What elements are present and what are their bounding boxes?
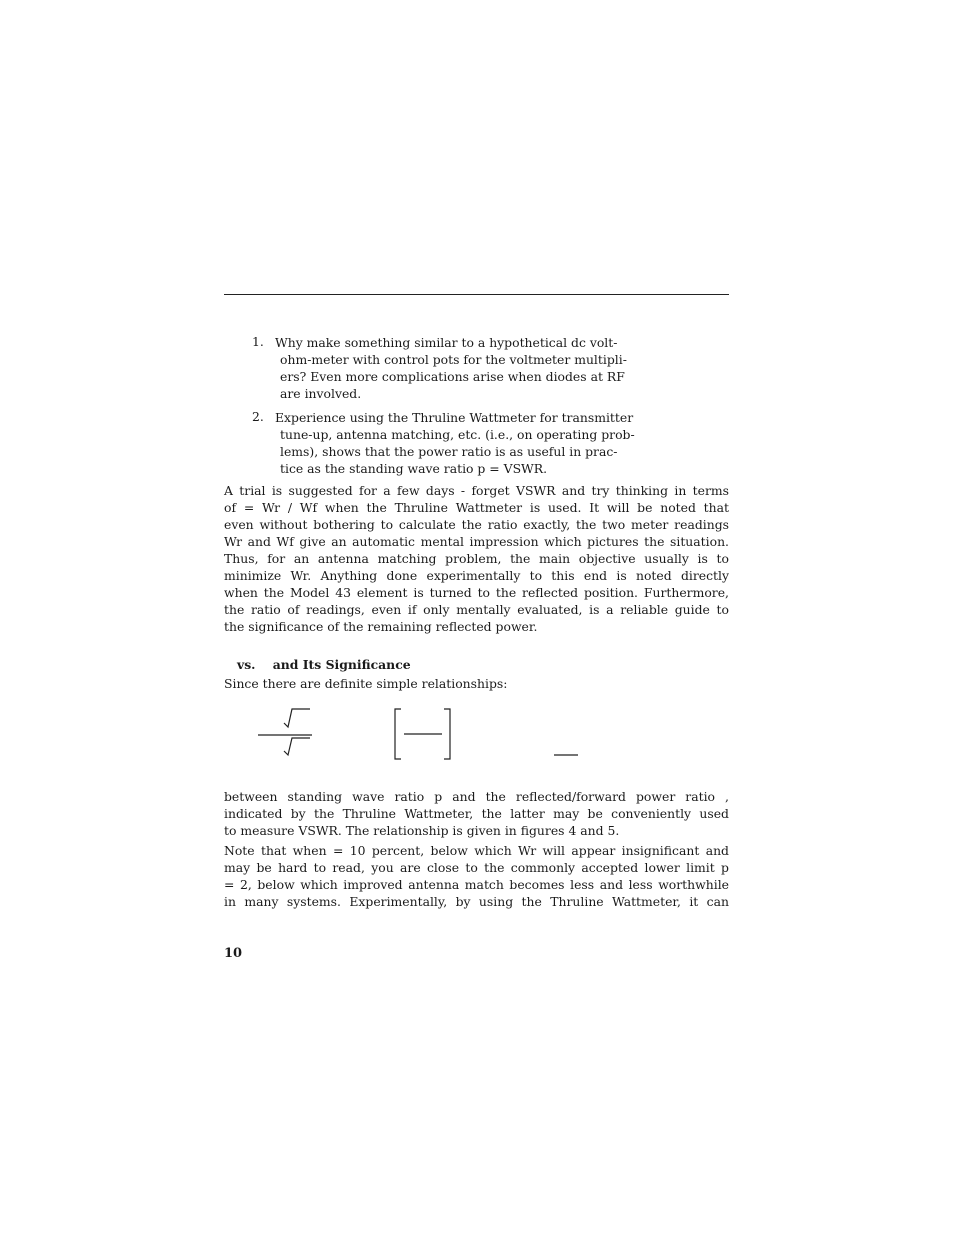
list-line: Why make something similar to a hypothetical dc volt- [275, 335, 618, 350]
left-bracket [395, 709, 401, 759]
radical-top [284, 709, 310, 727]
paragraph-note [224, 842, 729, 910]
list-item [252, 409, 662, 477]
text-line: A trial is suggested for a few days - forget VSWR and try thinking in terms [224, 483, 729, 498]
text-line: between standing wave ratio p and the reflected/forward power ratio , [224, 789, 729, 804]
text-line: the ratio of readings, even if only mentally evaluated, is a reliable guide to [224, 602, 729, 617]
intro-line: Since there are definite simple relationships: [224, 676, 508, 691]
text-line: Thus, for an antenna matching problem, the main objective usually is to [224, 551, 729, 566]
list-line: lems), shows that the power ratio is as useful in prac- [280, 444, 618, 459]
text-line: = 2, below which improved antenna match becomes less and less worthwhile [224, 877, 729, 892]
list-line: tune-up, antenna matching, etc. (i.e., on operating prob- [280, 427, 635, 442]
list-line: tice as the standing wave ratio p = VSWR. [280, 461, 548, 476]
list-text [275, 409, 662, 477]
list-line: ohm-meter with control pots for the voltmeter multipli- [280, 352, 627, 367]
paragraph-between [224, 788, 729, 839]
text-line: indicated by the Thruline Wattmeter, the latter may be conveniently used [224, 806, 729, 821]
list-number: 1. [252, 334, 264, 349]
text-line: the significance of the remaining reflected power. [224, 619, 538, 634]
list-line: Experience using the Thruline Wattmeter for transmitter [275, 410, 634, 425]
page-number: 10 [224, 946, 243, 961]
section-heading: vs. and Its Significance [237, 657, 411, 672]
right-bracket [444, 709, 450, 759]
text-line: of = Wr / Wf when the Thruline Wattmeter is used. It will be noted that [224, 500, 729, 515]
text-line: minimize Wr. Anything done experimentally to this end is noted directly [224, 568, 729, 583]
text-line: when the Model 43 element is turned to the reflected position. Furthermore, [224, 585, 729, 600]
formula-graphic [250, 703, 590, 769]
text-line: to measure VSWR. The relationship is given in figures 4 and 5. [224, 823, 620, 838]
list-number: 2. [252, 409, 264, 424]
radical-bottom [284, 738, 310, 755]
list-text [275, 334, 662, 402]
header-rule [224, 294, 729, 295]
numbered-list [252, 334, 662, 484]
list-line: ers? Even more complications arise when diodes at RF [280, 369, 625, 384]
text-line: Wr and Wf give an automatic mental impression which pictures the situation. [224, 534, 729, 549]
text-line: Note that when = 10 percent, below which Wr will appear insignificant and [224, 843, 729, 858]
list-item [252, 334, 662, 402]
list-line: are involved. [280, 386, 362, 401]
text-line: in many systems. Experimentally, by using the Thruline Wattmeter, it can [224, 894, 729, 909]
paragraph-trial [224, 482, 729, 635]
text-line: may be hard to read, you are close to the commonly accepted lower limit p [224, 860, 729, 875]
text-line: even without bothering to calculate the ratio exactly, the two meter readings [224, 517, 729, 532]
